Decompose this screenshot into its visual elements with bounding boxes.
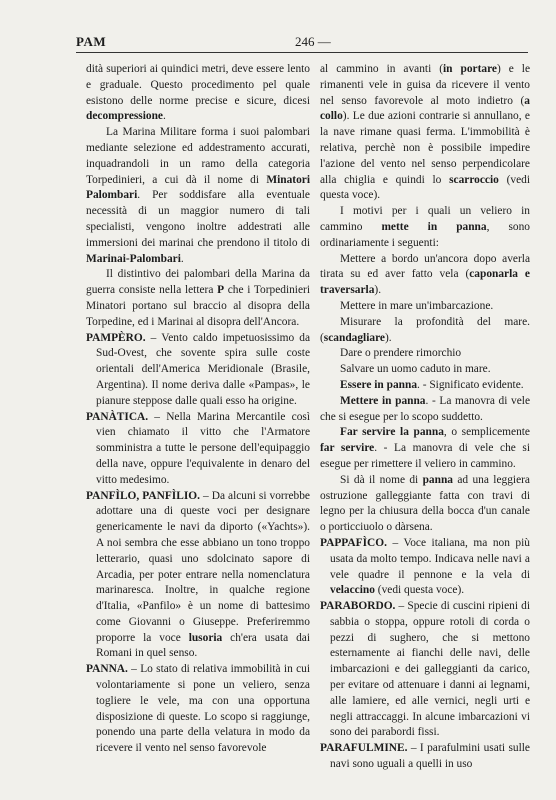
paragraph — [320, 204, 530, 251]
paragraph — [320, 62, 530, 204]
bold-term: lusoria — [188, 631, 223, 644]
text-run: – Nella Marina Mercantile così vien chiamato il vitto che l'Armatore somministra a tutte le persone dell'equipaggio della nave, oppure l'equivalente in denaro del vitto medesimo. — [96, 410, 310, 486]
running-header — [76, 34, 526, 50]
text-run: – Vento caldo impetuosissimo da Sud-Ovest, che sovente spira sulle coste orientali dell'America Meridionale (Brasile, Argentina). Il nome deriva dalle «Pampas», le pianure steppose dalle quali esso ha origine. — [96, 331, 310, 407]
text-run: – Da alcuni si vorrebbe adottare una di queste voci per designare genericamente le navi da diporto («Yachts»). A noi sembra che esse abbiano un tono troppo letterario, quasi uno sdolcinato sapore di Arcadia, per poter entrare nella nomenclatura marinaresca. Inoltre, in qualche regione d'Italia, «Panfilo» è un nome di battesimo come Giovanni o Giuseppe. Preferiremmo proporre la voce — [96, 489, 310, 644]
text-run: che i Torpedinieri Minatori portano sul braccio al disopra della Torpedine, ed i Marinai al disopra dell'Ancora. — [86, 284, 310, 328]
text-run: . - Significato evidente. — [417, 378, 524, 391]
paragraph — [86, 125, 310, 267]
dictionary-entry — [320, 536, 530, 599]
page-number: 246 — — [295, 34, 331, 49]
bold-term: far servire — [320, 442, 375, 455]
text-run: – Lo stato di relativa immobilità in cui volontariamente si pone un veliero, senza togliere le vele, ma con una opportuna disposizione di queste. Lo scopo si raggiunge, ponendo una parte della velatura in modo da ricevere il vento nel senso favorevole — [96, 663, 310, 755]
text-run: dità superiori ai quindici metri, deve essere lento e graduale. Questo procedimento pel quale esistono delle norme precise e sicure, dicesi — [86, 63, 310, 107]
paragraph — [320, 473, 530, 536]
dictionary-entry — [86, 662, 310, 757]
bold-term: PANFÌLO, PANFÌLIO. — [86, 489, 200, 502]
bold-term: scarroccio — [449, 173, 499, 186]
dictionary-entry — [86, 489, 310, 663]
paragraph — [320, 346, 530, 362]
text-run: . — [163, 110, 166, 123]
text-run: . - La manovra di vele che si esegue per rimettere il veliero in cammino. — [320, 442, 530, 470]
text-run: . - La manovra di vele che si esegue per lo scopo suddetto. — [320, 394, 530, 423]
text-run: – I parafulmini usati sulle navi sono uguali a quelli in uso — [330, 742, 530, 771]
bold-term: panna — [422, 473, 453, 486]
text-run: (vedi questa voce). — [320, 173, 530, 202]
bold-term: in portare — [443, 63, 497, 75]
text-run: Il distintivo dei palombari della Marina da guerra consiste nella lettera — [86, 268, 310, 297]
dictionary-entry — [86, 331, 310, 410]
bold-term: Essere in panna — [340, 378, 418, 391]
paragraph — [86, 267, 310, 330]
text-run: Salvare un uomo caduto in mare. — [340, 363, 491, 376]
text-run: ). — [374, 284, 382, 297]
bold-term: P — [217, 284, 225, 297]
bold-term: decompressione — [86, 110, 163, 123]
paragraph — [320, 394, 530, 426]
text-run: , o semplicemente — [443, 426, 530, 439]
text-run: (vedi questa voce). — [374, 584, 465, 597]
bold-term: PANNA. — [86, 663, 128, 676]
text-run: al cammino in avanti ( — [320, 63, 444, 75]
dictionary-entry — [320, 741, 530, 773]
header-title: PAM — [76, 34, 107, 49]
bold-term: Marinai-Palombari — [86, 252, 181, 265]
header-rule — [76, 52, 528, 53]
text-run: ) e le rimanenti vele in guisa da ricevere il vento nel senso favorevole al moto indietro ( — [320, 63, 531, 107]
text-run: ch'era usata dai Romani in quel senso. — [96, 631, 311, 660]
bold-term: Mettere in panna — [340, 394, 426, 407]
paragraph — [320, 378, 530, 394]
bold-term: PARAFULMINE. — [320, 742, 408, 755]
text-run: ). Le due azioni contrarie si annullano, e la nave rimane quasi ferma. L'immobilità è relativa, perchè non è possibile impedire l'azione del vento nel senso perpendicolare alla chiglia e quindi lo — [320, 110, 530, 186]
paragraph — [320, 315, 530, 347]
paragraph — [320, 252, 530, 299]
bold-term: scandagliare — [323, 331, 385, 344]
text-run: . Per soddisfare alla eventuale necessità di un maggior numero di tali specialisti, vengono inoltre addestrati alle immersioni dei marinai che prendono il titolo di — [86, 189, 310, 249]
bold-term: Far servire la panna — [340, 426, 444, 439]
text-run: ). — [384, 331, 392, 344]
text-run: Si dà il nome di — [340, 473, 423, 486]
bold-term: Minatori Palombari — [86, 173, 310, 202]
paragraph — [320, 299, 530, 315]
bold-term: PAMPÈRO. — [86, 331, 146, 344]
bold-term: PARABORDO. — [320, 600, 396, 613]
text-run: I motivi per i quali un veliero in cammino — [320, 205, 530, 233]
bold-term: caponarla e traversarla — [320, 268, 530, 297]
bold-term: a collo — [320, 94, 530, 123]
text-run: – Voce italiana, ma non più usata da molto tempo. Indicava nelle navi a vele quadre il pennone e la vela di — [330, 536, 530, 581]
text-run: Dare o prendere rimorchio — [340, 347, 462, 360]
text-run: , sono ordinariamente i seguenti: — [320, 220, 530, 249]
text-run: La Marina Militare forma i suoi palombari mediante selezione ed addestramento accurati, inquadrandoli in un ramo della categoria Torpedinieri, a cui dà il nome di — [86, 126, 310, 186]
text-run: ad una leggiera ostruzione galleggiante fatta con travi di legno per la chiusura della bocca d'un canale o porticciuolo o dàrsena. — [320, 473, 530, 534]
bold-term: PANÀTICA. — [86, 410, 149, 423]
text-run: Mettere in mare un'imbarcazione. — [340, 299, 494, 312]
left-column — [86, 62, 310, 757]
bold-term: velaccino — [330, 584, 375, 597]
text-run: . — [180, 252, 184, 265]
paragraph — [86, 62, 310, 125]
paragraph — [320, 425, 530, 472]
text-run: – Specie di cuscini ripieni di sabbia o stoppa, oppure rotoli di corda o pezzi di sughero, che si mettono esternamente ai fianchi delle navi, delle imbarcazioni e dei galleggianti da carico, per evitare od attenuare i danni ai legnami, alle lamiere, ed alle vernici, negli urti e negli attraccaggi. In alcune imbarcazioni vi sono dei parabordi fissi. — [330, 600, 530, 739]
text-run: Mettere a bordo un'ancora dopo averla tirata su ed aver fatto vela ( — [320, 252, 530, 281]
paragraph — [320, 362, 530, 378]
right-column — [320, 62, 530, 773]
dictionary-entry — [86, 410, 310, 489]
bold-term: PAPPAFÌCO. — [320, 536, 387, 549]
text-run: Misurare la profondità del mare. ( — [320, 315, 530, 344]
bold-term: mette in panna — [381, 220, 487, 233]
dictionary-entry — [320, 599, 530, 741]
